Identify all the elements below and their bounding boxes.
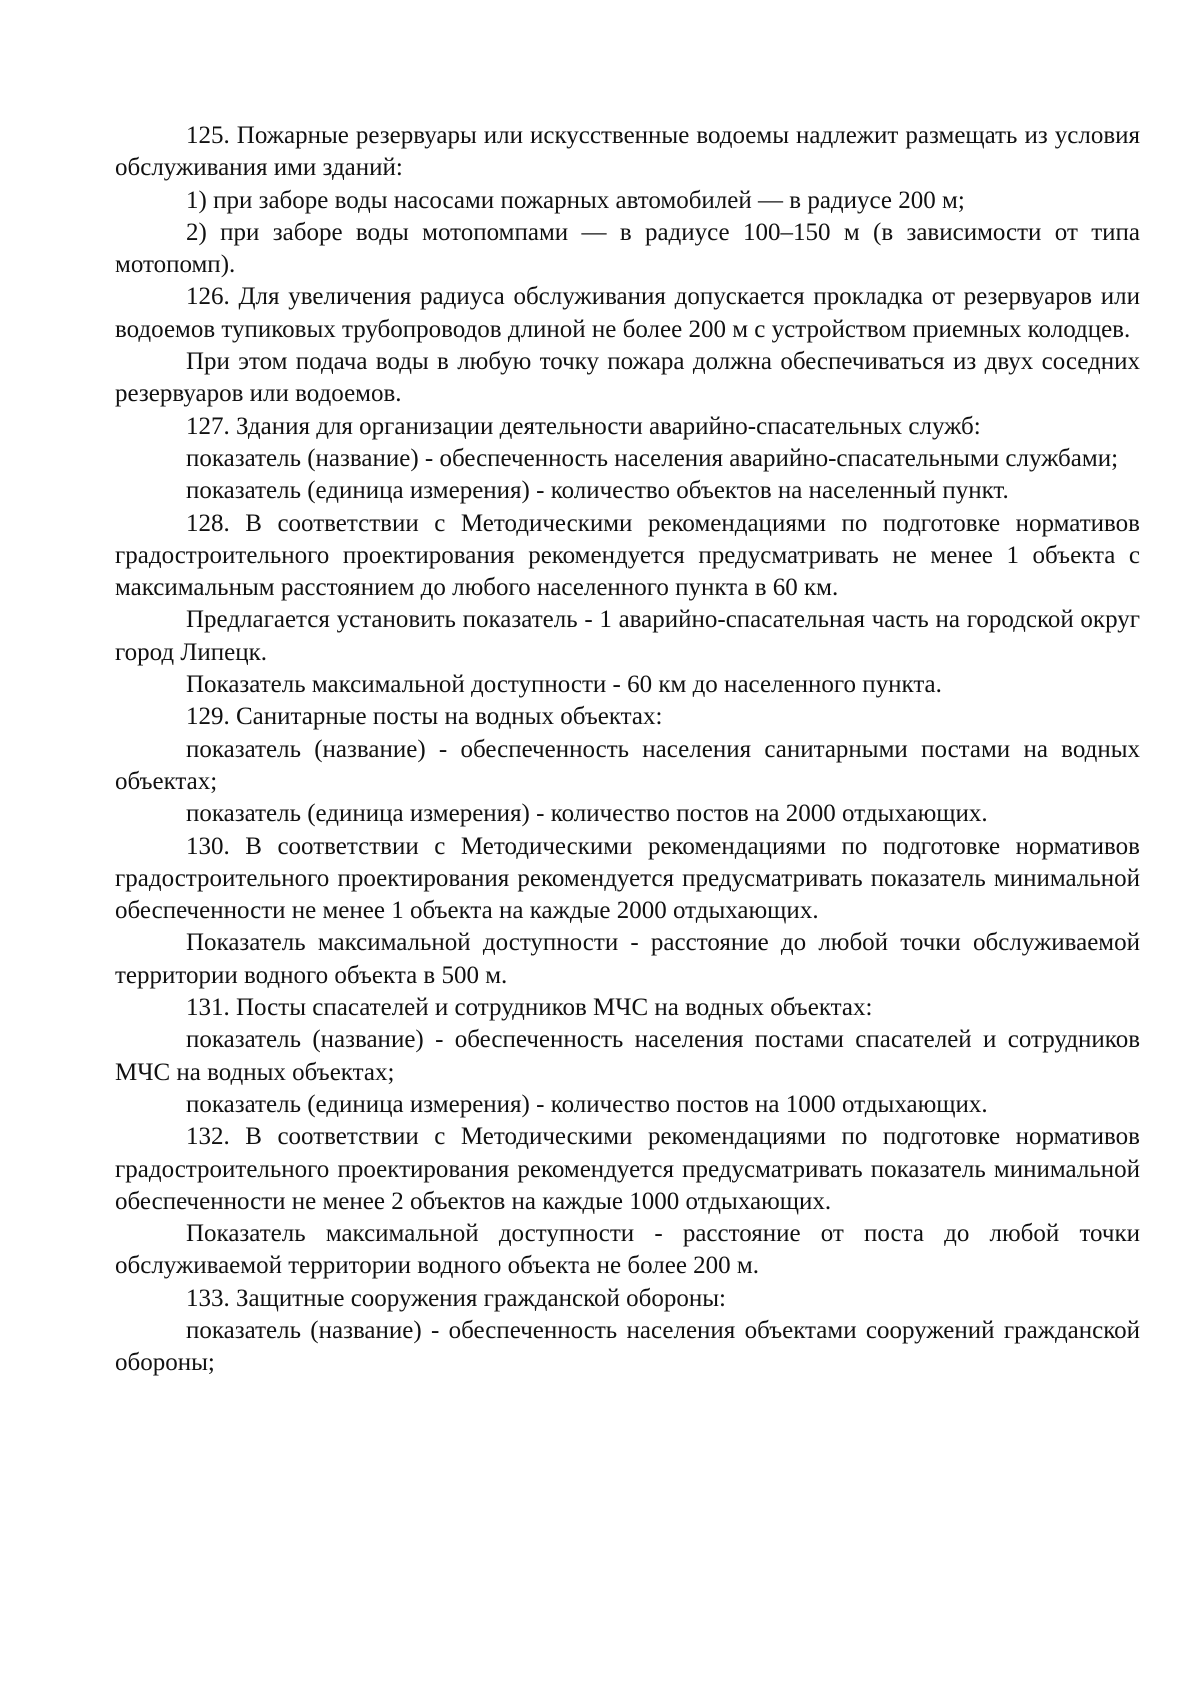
paragraph-133-indicator-name: показатель (название) - обеспеченность населения объектами сооружений гражданской обороны; <box>115 1316 1140 1377</box>
paragraph-129-indicator-unit: показатель (единица измерения) - количество постов на 2000 отдыхающих. <box>186 800 988 828</box>
paragraph-126-note: При этом подача воды в любую точку пожара должна обеспечиваться из двух соседних резервуаров или водоемов. <box>115 348 1140 408</box>
paragraph-132: 132. В соответствии с Методическими рекомендациями по подготовке нормативов градостроительного проектирования рекомендуется предусматривать показатель минимальной обеспеченности не менее 2 объектов на каждые 1000 отдыхающих. <box>115 1123 1140 1215</box>
paragraph-127-indicator-name: показатель (название) - обеспеченность населения аварийно-спасательными службами; <box>186 444 1119 472</box>
paragraph-131-indicator-name: показатель (название) - обеспеченность населения постами спасателей и сотрудников МЧС на водных объектах; <box>115 1026 1140 1086</box>
paragraph-133: 133. Защитные сооружения гражданской обороны: <box>186 1284 726 1312</box>
paragraph-131: 131. Посты спасателей и сотрудников МЧС на водных объектах: <box>186 994 873 1022</box>
paragraph-126: 126. Для увеличения радиуса обслуживания допускается прокладка от резервуаров или водоемов тупиковых трубопроводов длиной не более 200 м с устройством приемных колодцев. <box>115 283 1140 343</box>
paragraph-125: 125. Пожарные резервуары или искусственные водоемы надлежит размещать из условия обслуживания ими зданий: <box>115 122 1140 182</box>
list-item-1: 1) при заборе воды насосами пожарных автомобилей — в радиусе 200 м; <box>186 186 965 214</box>
paragraph-129: 129. Санитарные посты на водных объектах: <box>186 703 663 731</box>
paragraph-130-accessibility: Показатель максимальной доступности - расстояние до любой точки обслуживаемой территории водного объекта в 500 м. <box>115 929 1140 989</box>
document-body <box>115 120 1140 1380</box>
paragraph-131-indicator-unit: показатель (единица измерения) - количество постов на 1000 отдыхающих. <box>186 1090 988 1118</box>
paragraph-127: 127. Здания для организации деятельности аварийно-спасательных служб: <box>186 412 981 440</box>
paragraph-127-indicator-unit: показатель (единица измерения) - количество объектов на населенный пункт. <box>186 477 1009 505</box>
paragraph-128-proposal: Предлагается установить показатель - 1 аварийно-спасательная часть на городской округ город Липецк. <box>115 606 1140 666</box>
list-item-2: 2) при заборе воды мотопомпами — в радиусе 100–150 м (в зависимости от типа мотопомп). <box>115 218 1140 279</box>
paragraph-128: 128. В соответствии с Методическими рекомендациями по подготовке нормативов градостроительного проектирования рекомендуется предусматривать не менее 1 объекта с максимальным расстоянием до любого населенного пункта в 60 км. <box>115 509 1140 602</box>
paragraph-128-accessibility: Показатель максимальной доступности - 60 км до населенного пункта. <box>186 671 942 699</box>
paragraph-129-indicator-name: показатель (название) - обеспеченность населения санитарными постами на водных объектах; <box>115 735 1140 795</box>
paragraph-132-accessibility: Показатель максимальной доступности - расстояние от поста до любой точки обслуживаемой территории водного объекта не более 200 м. <box>115 1220 1140 1280</box>
paragraph-130: 130. В соответствии с Методическими рекомендациями по подготовке нормативов градостроительного проектирования рекомендуется предусматривать показатель минимальной обеспеченности не менее 1 объекта на каждые 2000 отдыхающих. <box>115 832 1140 925</box>
